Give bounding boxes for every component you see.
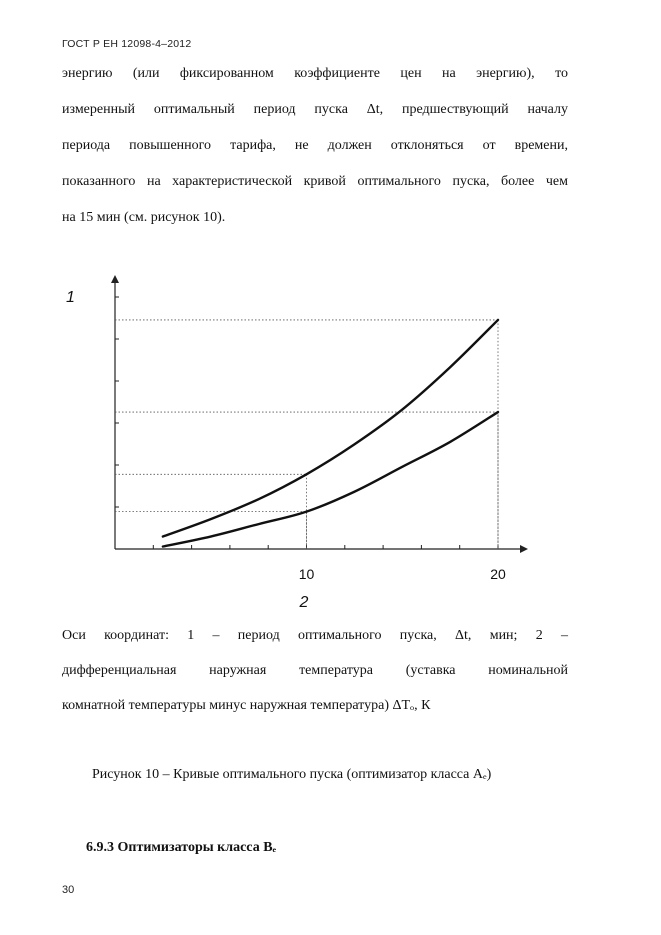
axes-caption — [62, 618, 568, 723]
paragraph-line: периода повышенного тарифа, не должен отклоняться от времени, — [62, 138, 568, 153]
figure-caption: Рисунок 10 – Кривые оптимального пуска (оптимизатор класса Aₑ) — [92, 767, 492, 782]
paragraph-line: энергию (или фиксированном коэффициенте цен на энергию), то — [62, 66, 568, 81]
series-line-1 — [163, 320, 498, 537]
axes-caption-line: дифференциальная наружная температура (уставка номинальной — [62, 663, 568, 678]
paragraph-line: измеренный оптимальный период пуска Δt, предшествующий началу — [62, 102, 568, 117]
paragraph-line: показанного на характеристической кривой оптимального пуска, более чем — [62, 174, 568, 189]
y-axis-arrow — [111, 275, 119, 283]
x-axis-arrow — [520, 545, 528, 553]
x-tick-label: 20 — [490, 566, 506, 582]
x-axis-label: 2 — [299, 594, 309, 611]
x-tick-label: 10 — [298, 566, 315, 582]
axes-caption-line: Оси координат: 1 – период оптимального пуска, Δt, мин; 2 – — [62, 628, 568, 643]
page-number: 30 — [62, 884, 75, 896]
section-heading: 6.9.3 Оптимизаторы класса Bₑ — [86, 840, 277, 855]
axes-caption-line: комнатной температуры минус наружная температура) ΔTₒ, К — [62, 698, 431, 713]
y-axis-label: 1 — [66, 289, 75, 306]
paragraph-line: на 15 мин (см. рисунок 10). — [62, 210, 226, 225]
document-header: ГОСТ Р ЕН 12098-4–2012 — [62, 38, 192, 50]
series-line-2 — [163, 412, 498, 546]
